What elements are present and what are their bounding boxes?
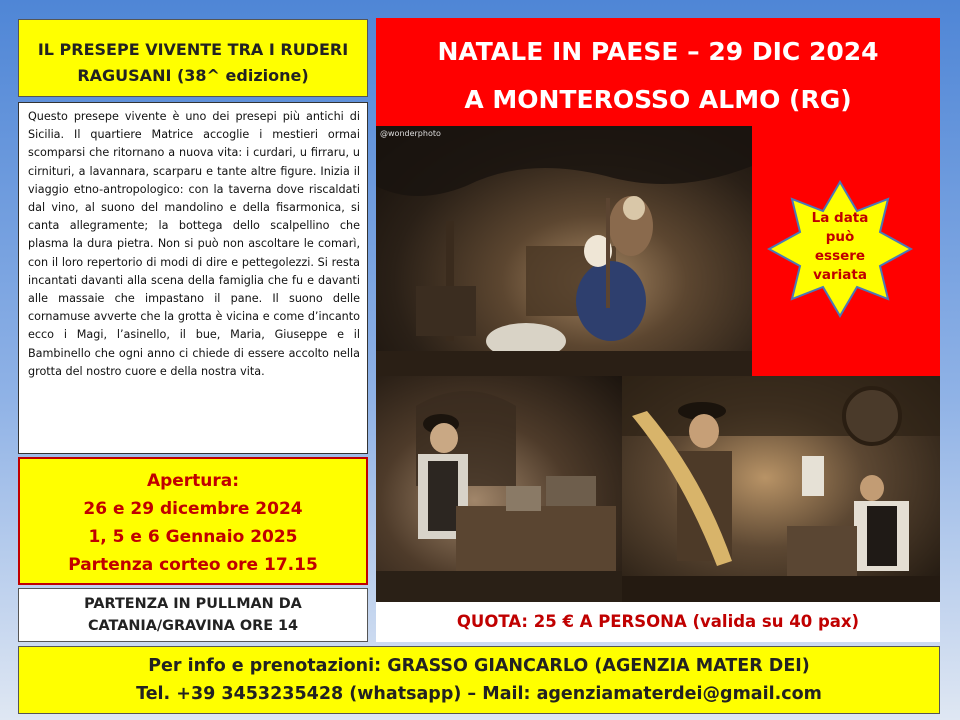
flyer-title-line1: IL PRESEPE VIVENTE TRA I RUDERI <box>37 40 349 59</box>
craftsman-workshop-photo <box>376 376 622 602</box>
bus-departure-line2: CATANIA/GRAVINA ORE 14 <box>87 618 299 634</box>
description-box <box>18 102 368 454</box>
bus-departure-line1: PARTENZA IN PULLMAN DA <box>84 596 302 612</box>
traditional-crafts-photo <box>622 376 940 602</box>
nativity-scene-illustration <box>376 126 752 376</box>
flyer-title-box <box>18 19 368 97</box>
event-title-line1: NATALE IN PAESE – 29 DIC 2024 <box>437 37 879 66</box>
opening-parade-time: Partenza corteo ore 17.15 <box>68 555 318 575</box>
contact-info-box <box>18 646 940 714</box>
event-title <box>376 28 940 124</box>
price-banner <box>376 602 940 642</box>
photo-watermark: @wonderphoto <box>380 129 441 138</box>
opening-dates-december: 26 e 29 dicembre 2024 <box>83 499 303 519</box>
bus-departure-box <box>18 588 368 642</box>
opening-box <box>18 457 368 585</box>
contact-info-line1: Per info e prenotazioni: GRASSO GIANCARLO (AGENZIA MATER DEI) <box>148 656 810 676</box>
date-note-line2: può <box>825 229 855 245</box>
craftsman-workshop-illustration <box>376 376 622 602</box>
nativity-scene-photo <box>376 126 752 376</box>
contact-info-line2: Tel. +39 3453235428 (whatsapp) – Mail: agenziamaterdei@gmail.com <box>136 684 822 704</box>
opening-label: Apertura: <box>146 471 240 491</box>
date-note-line1: La data <box>811 210 869 226</box>
date-note-line4: variata <box>813 267 867 283</box>
event-title-line2: A MONTEROSSO ALMO (RG) <box>464 85 852 114</box>
price-text: QUOTA: 25 € A PERSONA (valida su 40 pax) <box>456 612 860 631</box>
opening-dates-january: 1, 5 e 6 Gennaio 2025 <box>88 527 298 547</box>
flyer-title-line2: RAGUSANI (38^ edizione) <box>77 66 309 85</box>
description-text: Questo presepe vivente è uno dei presepi più antichi di Sicilia. Il quartiere Matrice accoglie i mestieri ormai scomparsi che ritornano a nuova vita: i curdari, u firraru, u cirnituri, a lavannara, scarparu e tante altre figure. Inizia il viaggio etno-antropologico: con la taverna dove riscaldati dal vino, al suono del mandolino e della fisarmonica, si canta allegramente; la bottega dello scalpellino che plasma la dura pietra. Non si può non ascoltare le comarì, con il loro repertorio di modi di dire e pettegolezzi. Si resta incantati davanti alla scena della famiglia che fu e davanti alle massaie che impastano il pane. Il suono delle cornamuse avverte che la grotta è vicina e come d’incanto ecco i Magi, l’asinello, il bue, Maria, Giuseppe e il Bambinello che ogni anno ci chiede di essere accolto nella grotta del nostro cuore e della nostra vita. <box>28 110 360 378</box>
traditional-crafts-illustration <box>622 376 940 602</box>
date-note-line3: essere <box>814 248 866 264</box>
date-note-text <box>767 209 913 285</box>
